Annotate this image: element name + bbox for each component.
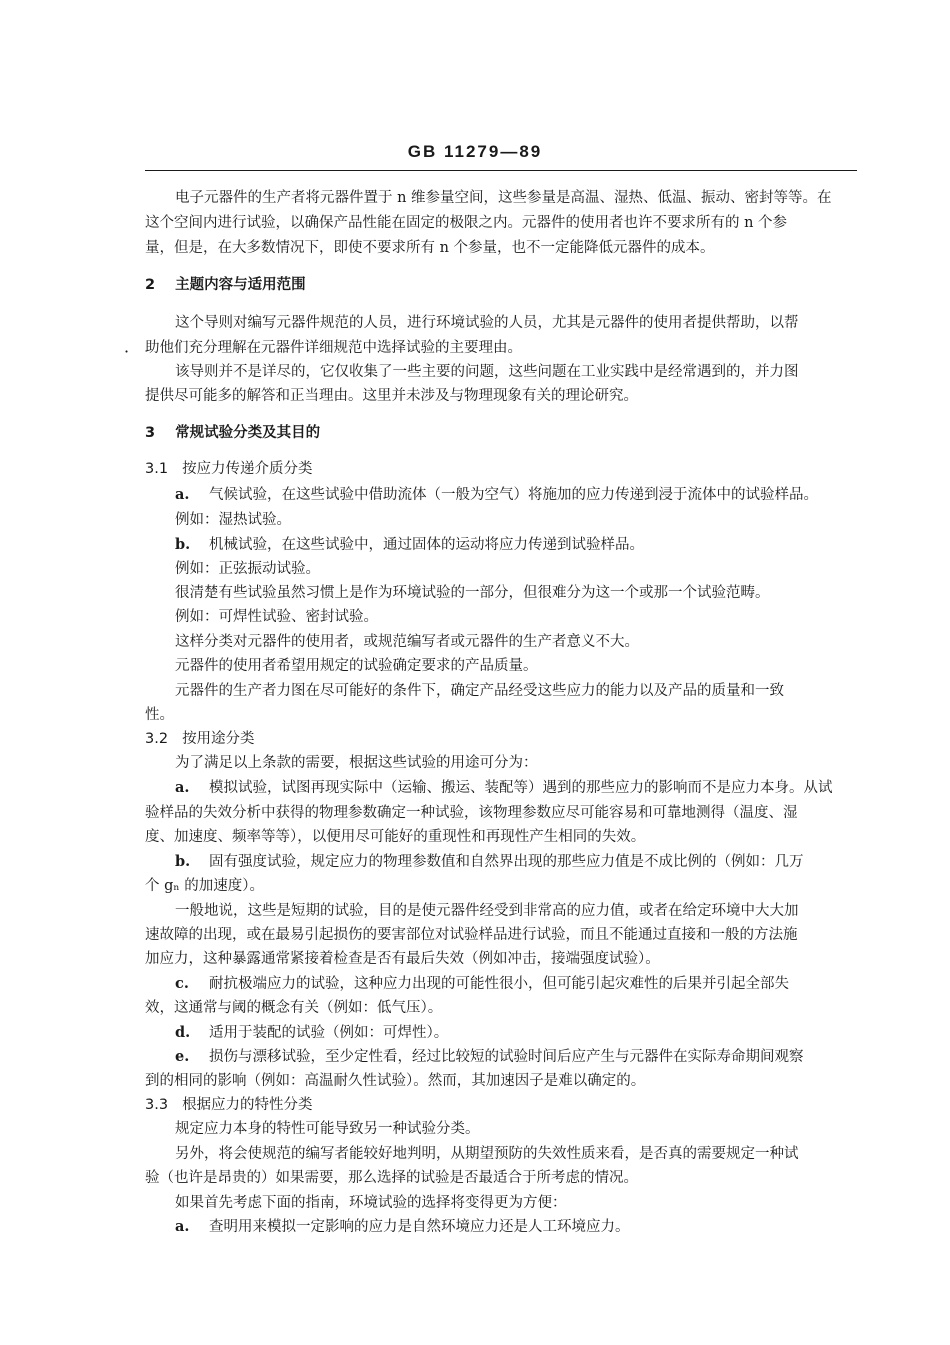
section-2-number: 2 <box>145 277 156 293</box>
s2-line-2: 助他们充分理解在元器件详细规范中选择试验的主要理由。 <box>145 340 522 356</box>
s2-line-3: 该导则并不是详尽的，它仅收集了一些主要的问题，这些问题在工业实践中是经常遇到的，并力图 <box>175 364 799 380</box>
s31-para-1-example: 例如：可焊性试验、密封试验。 <box>175 609 378 625</box>
s32-item-e-line-1: e. 损伤与漂移试验，至少定性看，经过比较短的试验时间后应产生与元器件在实际寿命期间观察 <box>175 1048 804 1065</box>
subsection-3-2-heading <box>145 729 255 749</box>
section-3-title: 常规试验分类及其目的 <box>175 425 321 441</box>
s32-b-extra-line-1: 一般地说，这些是短期的试验，目的是使元器件经受到非常高的应力值，或者在给定环境中大大加 <box>175 903 799 919</box>
s31-item-b-example: 例如：正弦振动试验。 <box>175 561 320 577</box>
s33-para-2-line-2: 验（也许是昂贵的）如果需要，那么选择的试验是否最适合于所考虑的情况。 <box>145 1170 638 1186</box>
s32-item-b-line-2: 个 gₙ 的加速度）。 <box>145 878 265 894</box>
s32-item-e-line-2: 到的相同的影响（例如：高温耐久性试验）。然而，其加速因子是难以确定的。 <box>145 1073 646 1089</box>
s32-item-c-line-2: 效，这通常与阈的概念有关（例如：低气压）。 <box>145 1000 443 1016</box>
s31-para-4-line-2: 性。 <box>145 707 174 723</box>
s33-item-a: a. 查明用来模拟一定影响的应力是自然环境应力还是人工环境应力。 <box>175 1218 630 1235</box>
s2-line-1: 这个导则对编写元器件规范的人员，进行环境试验的人员，尤其是元器件的使用者提供帮助，以帮 <box>175 315 799 331</box>
intro-line-1: 电子元器件的生产者将元器件置于 n 维参量空间，这些参量是高温、湿热、低温、振动、密封等等。在 <box>175 190 832 206</box>
s31-para-3: 元器件的使用者希望用规定的试验确定要求的产品质量。 <box>175 658 538 674</box>
s32-item-a-line-3: 度、加速度、频率等等），以便用尽可能好的重现性和再现性产生相同的失效。 <box>145 829 646 845</box>
intro-line-3: 量，但是，在大多数情况下，即使不要求所有 n 个参量，也不一定能降低元器件的成本。 <box>145 240 715 256</box>
s2-line-4: 提供尽可能多的解答和正当理由。这里并未涉及与物理现象有关的理论研究。 <box>145 388 638 404</box>
header-rule <box>145 170 857 171</box>
intro-line-2: 这个空间内进行试验，以确保产品性能在固定的极限之内。元器件的使用者也许不要求所有的 n 个参 <box>145 215 788 231</box>
s31-para-1: 很清楚有些试验虽然习惯上是作为环境试验的一部分，但很难分为这一个或那一个试验范畴。 <box>175 585 770 601</box>
s33-para-2-line-1: 另外，将会使规范的编写者能较好地判明，从期望预防的失效性质来看，是否真的需要规定一种试 <box>175 1146 799 1162</box>
s32-b-extra-line-2: 速故障的出现，或在最易引起损伤的要害部位对试验样品进行试验，而且不能通过直接和一般的方法施 <box>145 927 798 943</box>
s31-para-4-line-1: 元器件的生产者力图在尽可能好的条件下，确定产品经受这些应力的能力以及产品的质量和一致 <box>175 683 784 699</box>
margin-dot: · <box>124 342 130 361</box>
subsection-3-2-number: 3.2 <box>145 731 169 747</box>
s32-item-c-line-1: c. 耐抗极端应力的试验，这种应力出现的可能性很小，但可能引起灾难性的后果并引起全部失 <box>175 975 789 992</box>
subsection-3-2-title: 按用途分类 <box>182 731 255 747</box>
subsection-3-3-number: 3.3 <box>145 1097 169 1113</box>
s32-intro: 为了满足以上条款的需要，根据这些试验的用途可分为： <box>175 755 538 771</box>
subsection-3-3-heading <box>145 1095 313 1115</box>
s32-item-d: d. 适用于装配的试验（例如：可焊性）。 <box>175 1024 449 1041</box>
s32-item-b-line-1: b. 固有强度试验，规定应力的物理参数值和自然界出现的那些应力值是不成比例的（例如：几万 <box>175 853 804 870</box>
standard-code-header: GB 11279—89 <box>407 142 543 161</box>
s33-para-1: 规定应力本身的特性可能导致另一种试验分类。 <box>175 1121 480 1137</box>
section-2-title: 主题内容与适用范围 <box>175 277 306 293</box>
subsection-3-3-title: 根据应力的特性分类 <box>182 1097 313 1113</box>
section-3-number: 3 <box>145 425 156 441</box>
s31-item-a-example: 例如：湿热试验。 <box>175 512 291 528</box>
s31-para-2: 这样分类对元器件的使用者，或规范编写者或元器件的生产者意义不大。 <box>175 634 639 650</box>
s32-b-extra-line-3: 加应力，这种暴露通常紧接着检查是否有最后失效（例如冲击，接端强度试验）。 <box>145 951 660 967</box>
subsection-3-1-number: 3.1 <box>145 461 169 477</box>
s31-item-a: a. 气候试验，在这些试验中借助流体（一般为空气）将施加的应力传递到浸于流体中的试验样品。 <box>175 486 818 503</box>
s32-item-a-line-2: 验样品的失效分析中获得的物理参数确定一种试验，该物理参数应尽可能容易和可靠地测得（温度、湿 <box>145 805 798 821</box>
subsection-3-1-heading <box>145 459 313 479</box>
s32-item-a-line-1: a. 模拟试验，试图再现实际中（运输、搬运、装配等）遇到的那些应力的影响而不是应力本身。从试 <box>175 779 833 796</box>
section-2-heading <box>145 275 306 295</box>
s31-item-b: b. 机械试验，在这些试验中，通过固体的运动将应力传递到试验样品。 <box>175 536 644 553</box>
section-3-heading <box>145 423 320 443</box>
subsection-3-1-title: 按应力传递介质分类 <box>182 461 313 477</box>
s33-para-3: 如果首先考虑下面的指南，环境试验的选择将变得更为方便： <box>175 1195 567 1211</box>
